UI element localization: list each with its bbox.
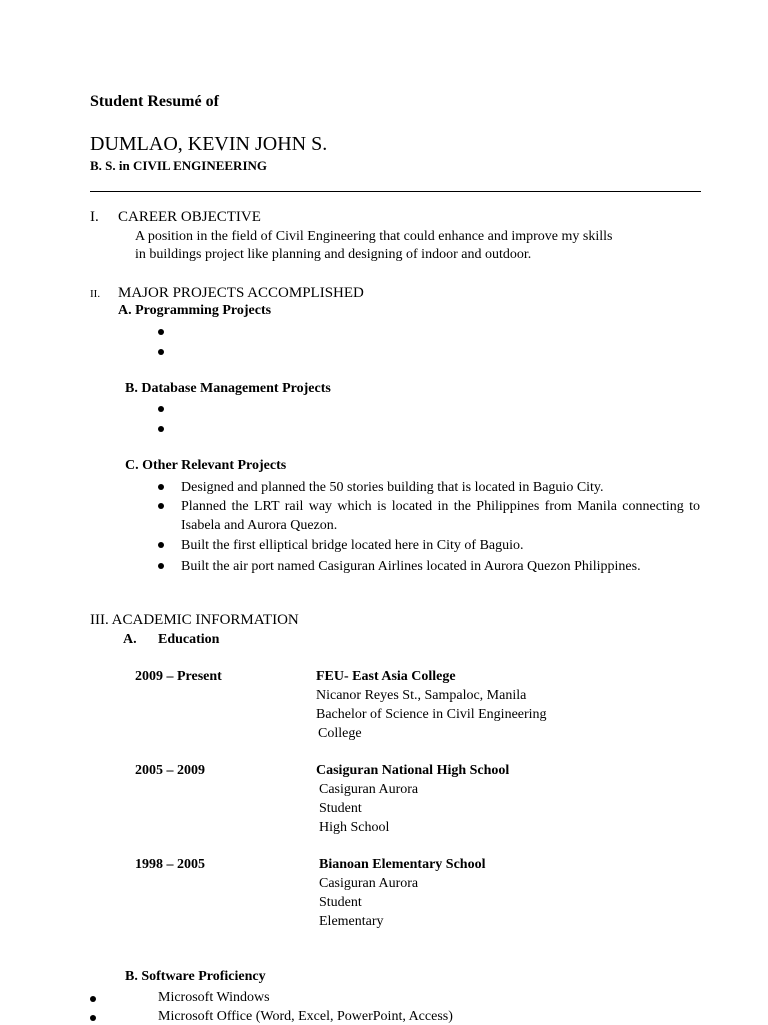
degree: B. S. in CIVIL ENGINEERING	[90, 158, 267, 173]
education-years: 2009 – Present	[135, 669, 222, 684]
school-name: Casiguran National High School	[316, 763, 510, 778]
education-years: 1998 – 2005	[135, 857, 205, 872]
doc-title: Student Resumé of	[90, 93, 219, 110]
school-detail: High School	[319, 820, 390, 835]
bullet	[158, 503, 164, 509]
bullet	[158, 329, 164, 335]
bullet	[158, 563, 164, 569]
school-detail: Nicanor Reyes St., Sampaloc, Manila	[316, 688, 527, 703]
school-name: Bianoan Elementary School	[319, 857, 486, 872]
bullet	[90, 996, 96, 1002]
major-projects-heading: MAJOR PROJECTS ACCOMPLISHED	[118, 285, 364, 301]
other-project-item: Built the air port named Casiguran Airlines located in Aurora Quezon Philippines.	[181, 559, 641, 574]
other-project-item: Planned the LRT rail way which is located in the Philippines from Manila connecting to Isabela and Aurora Quezon.	[181, 499, 700, 533]
education-heading: Education	[158, 632, 220, 647]
other-project-item: Built the first elliptical bridge located here in City of Baguio.	[181, 538, 524, 553]
school-detail: Casiguran Aurora	[319, 782, 419, 797]
bullet	[158, 426, 164, 432]
objective-line-1: A position in the field of Civil Engineering that could enhance and improve my skills	[135, 229, 613, 244]
objective-line-2: in buildings project like planning and designing of indoor and outdoor.	[135, 247, 532, 262]
school-detail: College	[318, 726, 362, 741]
database-projects-heading: B. Database Management Projects	[125, 381, 331, 396]
programming-projects-heading: A. Programming Projects	[118, 303, 272, 318]
school-detail: Casiguran Aurora	[319, 876, 419, 891]
education-years: 2005 – 2009	[135, 763, 205, 778]
section-1-number: I.	[90, 209, 99, 225]
school-detail: Elementary	[319, 914, 384, 929]
software-item: Microsoft Office (Word, Excel, PowerPoint, Access)	[158, 1009, 453, 1024]
student-name: DUMLAO, KEVIN JOHN S.	[90, 133, 328, 155]
bullet	[158, 542, 164, 548]
other-project-item: Designed and planned the 50 stories building that is located in Baguio City.	[181, 480, 604, 495]
career-objective-heading: CAREER OBJECTIVE	[118, 209, 261, 225]
bullet	[158, 406, 164, 412]
header-divider	[90, 191, 701, 192]
school-detail: Bachelor of Science in Civil Engineering	[316, 707, 547, 722]
school-name: FEU- East Asia College	[316, 669, 456, 684]
other-projects-heading: C. Other Relevant Projects	[125, 458, 287, 473]
bullet	[90, 1015, 96, 1021]
section-2-number: II.	[90, 288, 101, 300]
software-proficiency-heading: B. Software Proficiency	[125, 969, 266, 984]
school-detail: Student	[319, 801, 362, 816]
education-letter: A.	[123, 632, 137, 647]
academic-info-heading: III. ACADEMIC INFORMATION	[90, 612, 299, 628]
school-detail: Student	[319, 895, 362, 910]
bullet	[158, 349, 164, 355]
software-item: Microsoft Windows	[158, 990, 270, 1005]
bullet	[158, 484, 164, 490]
